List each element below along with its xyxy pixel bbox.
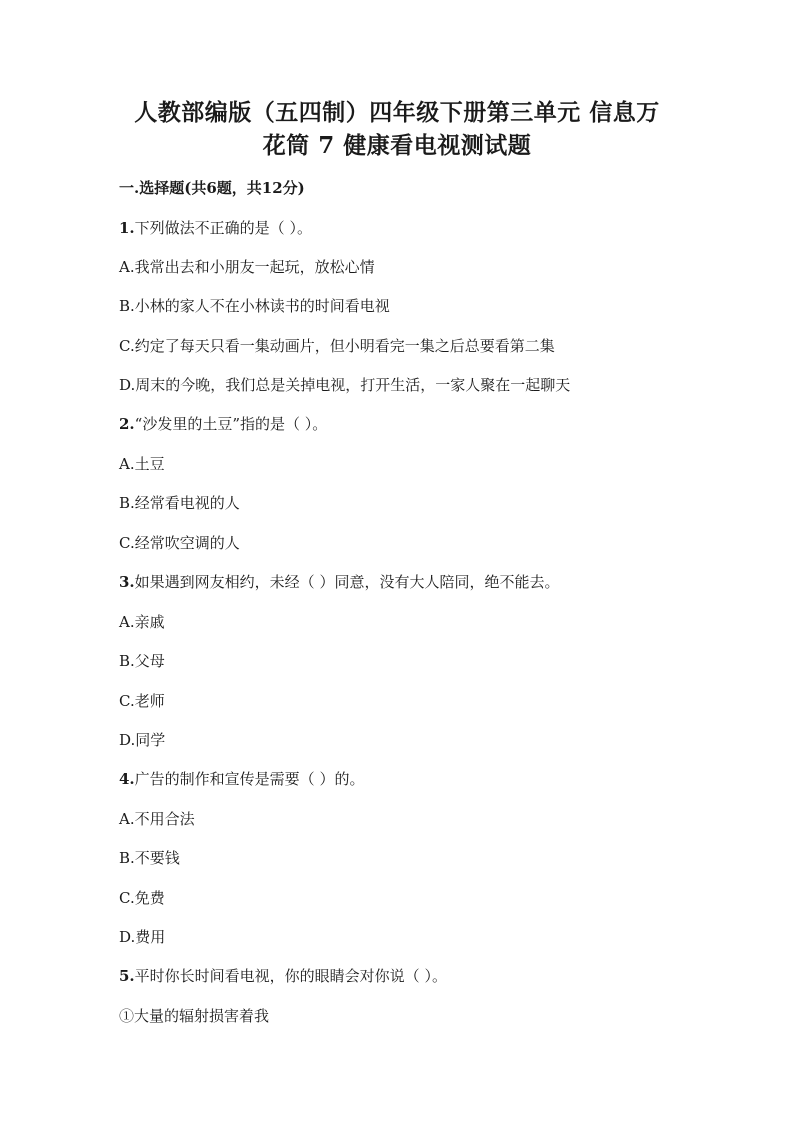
- question-1-option-a: A.我常出去和小朋友一起玩，放松心情: [119, 258, 375, 276]
- question-text: 如果遇到网友相约，未经（ ）同意，没有大人陪同，绝不能去。: [134, 573, 560, 591]
- question-5-stem: [119, 966, 447, 986]
- question-number: 3.: [119, 573, 135, 591]
- question-4-option-c: C.免费: [119, 889, 165, 907]
- question-2-option-a: A.土豆: [119, 455, 165, 473]
- section-heading: 一.选择题(共6题，共12分): [119, 179, 305, 197]
- question-3-stem: [119, 572, 559, 592]
- question-number: 5.: [119, 967, 135, 985]
- question-4-option-a: A.不用合法: [119, 810, 195, 828]
- question-1-stem: [119, 218, 312, 238]
- question-1-option-d: D.周末的今晚，我们总是关掉电视，打开生活，一家人聚在一起聊天: [119, 376, 571, 394]
- document-title-line-2: 花筒 7 健康看电视测试题: [262, 132, 532, 159]
- question-3-option-a: A.亲戚: [119, 613, 165, 631]
- question-1-option-c: C.约定了每天只看一集动画片，但小明看完一集之后总要看第二集: [119, 337, 555, 355]
- question-text: 广告的制作和宣传是需要（ ）的。: [134, 770, 365, 788]
- question-text: “沙发里的土豆”指的是（ ）。: [134, 415, 328, 433]
- document-title-line-1: 人教部编版（五四制）四年级下册第三单元 信息万: [134, 99, 660, 126]
- question-text: 平时你长时间看电视，你的眼睛会对你说（ ）。: [134, 967, 447, 985]
- question-number: 2.: [119, 415, 135, 433]
- question-2-option-c: C.经常吹空调的人: [119, 534, 240, 552]
- question-number: 1.: [119, 219, 135, 237]
- question-3-option-c: C.老师: [119, 692, 165, 710]
- question-3-option-d: D.同学: [119, 731, 166, 749]
- question-4-stem: [119, 769, 364, 789]
- question-4-option-d: D.费用: [119, 928, 166, 946]
- question-3-option-b: B.父母: [119, 652, 165, 670]
- question-2-option-b: B.经常看电视的人: [119, 494, 240, 512]
- question-4-option-b: B.不要钱: [119, 849, 180, 867]
- question-5-option-1: ①大量的辐射损害着我: [119, 1007, 270, 1025]
- question-text: 下列做法不正确的是（ ）。: [134, 219, 312, 237]
- question-2-stem: [119, 414, 327, 434]
- question-1-option-b: B.小林的家人不在小林读书的时间看电视: [119, 297, 390, 315]
- question-number: 4.: [119, 770, 135, 788]
